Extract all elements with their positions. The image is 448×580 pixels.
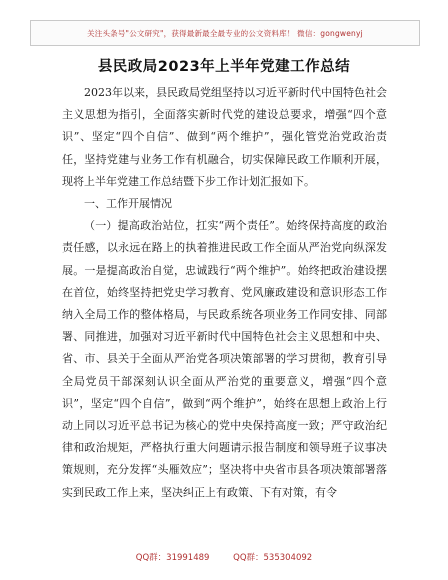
footer-qq-group-2: QQ群：535304092: [233, 553, 313, 563]
section-heading: 一、工作开展情况: [84, 197, 172, 211]
page-title: 县民政局2023年上半年党建工作总结: [97, 59, 351, 75]
body-paragraph: （一）提高政治站位，扛实“两个责任”。始终保持高度的政治责任感，以永远在路上的执着推进民政工作全面从严治党向纵深发展。一是提高政治自觉，忠诚践行“两个维护”。始终把政治建设摆在首位，始终坚持把党史学习教育、党风廉政建设和意识形态工作纳入全局工作的整体格局，与民政系统各项业务工作同安排、同部署、同推进，加强对习近平新时代中国特色社会主义思想和中央、省、市、县关于全面从严治党各项决策部署的学习贯彻，教育引导全局党员干部深刻认识全面从严治党的重要意义，增强“四个意识”，坚定“四个自信”，做到“两个维护”，始终在思想上政治上行动上同以习近平总书记为核心的党中央保持高度一致；严守政治纪律和政治规矩，严格执行重大问题请示报告制度和领导班子议事决策规则，充分发挥“头雁效应”；坚决将中央省市县各项决策部署落实到民政工作上来，坚决纠正上有政策、下有对策，有令: [62, 219, 387, 499]
document-body: [62, 82, 387, 504]
footer: [0, 551, 448, 563]
footer-qq-group-1: QQ群：31991489: [135, 553, 210, 563]
header-banner: 关注头条号"公文研究"，获得最新最全最专业的公文资料库！ 微信：gongwenyj: [30, 20, 420, 46]
intro-paragraph: 2023年以来，县民政局党组坚持以习近平新时代中国特色社会主义思想为指引，全面落实新时代党的建设总要求，增强“四个意识”、坚定“四个自信”、做到“两个维护”，强化管党治党政治责任，坚持党建与业务工作有机融合，切实保障民政工作顺利开展，现将上半年党建工作总结暨下步工作计划汇报如下。: [62, 86, 387, 188]
